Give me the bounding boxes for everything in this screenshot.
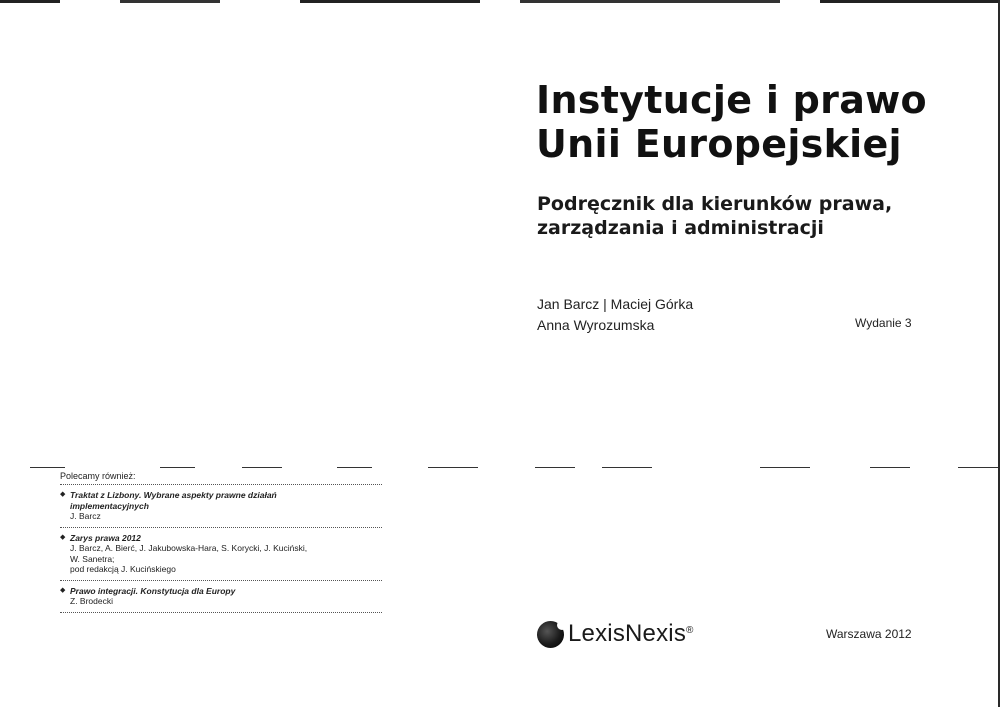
authors	[537, 294, 693, 336]
globe-logo-icon	[537, 621, 564, 648]
scan-top-edge	[0, 0, 1000, 3]
recommended-item-editor: pod redakcją J. Kucińskiego	[70, 564, 176, 574]
edition-label: Wydanie 3	[855, 316, 912, 330]
publisher-name-text: LexisNexis	[568, 620, 687, 647]
book-subtitle	[537, 192, 977, 240]
recommended-item	[60, 485, 382, 528]
recommended-item-title: implementacyjnych	[70, 500, 149, 511]
recommended-item-author: Z. Brodecki	[70, 596, 113, 606]
recommended-item-title: Zarys prawa 2012	[70, 532, 141, 543]
book-title-line1: Instytucje i prawo	[536, 78, 927, 122]
recommended-item	[60, 581, 382, 613]
recommended-item-author: J. Barcz, A. Bierć, J. Jakubowska-Hara, S. Korycki, J. Kuciński,	[70, 543, 308, 553]
recommended-item-author: W. Sanetra;	[70, 553, 115, 564]
book-title-line2: Unii Europejskiej	[536, 122, 902, 166]
book-subtitle-line2: zarządzania i administracji	[537, 217, 824, 239]
diamond-bullet-icon: ◆	[60, 586, 66, 594]
place-and-year: Warszawa 2012	[826, 627, 912, 641]
recommended-item-author: J. Barcz	[70, 511, 101, 521]
authors-line1: Jan Barcz | Maciej Górka	[537, 296, 694, 312]
recommended-item-title: Traktat z Lizbony. Wybrane aspekty prawne działań	[70, 490, 277, 500]
publisher-name	[568, 620, 694, 648]
diamond-bullet-icon: ◆	[60, 491, 66, 498]
registered-mark: ®	[686, 625, 694, 636]
publisher-logo	[537, 614, 694, 654]
recommended-label: Polecamy również:	[60, 470, 382, 485]
book-title	[536, 78, 976, 166]
diamond-bullet-icon: ◆	[60, 533, 66, 541]
recommended-list	[60, 470, 382, 613]
authors-line2: Anna Wyrozumska	[537, 317, 655, 333]
book-subtitle-line1: Podręcznik dla kierunków prawa,	[537, 193, 893, 215]
recommended-item	[60, 528, 382, 581]
recommended-item-title: Prawo integracji. Konstytucja dla Europy	[70, 585, 236, 596]
